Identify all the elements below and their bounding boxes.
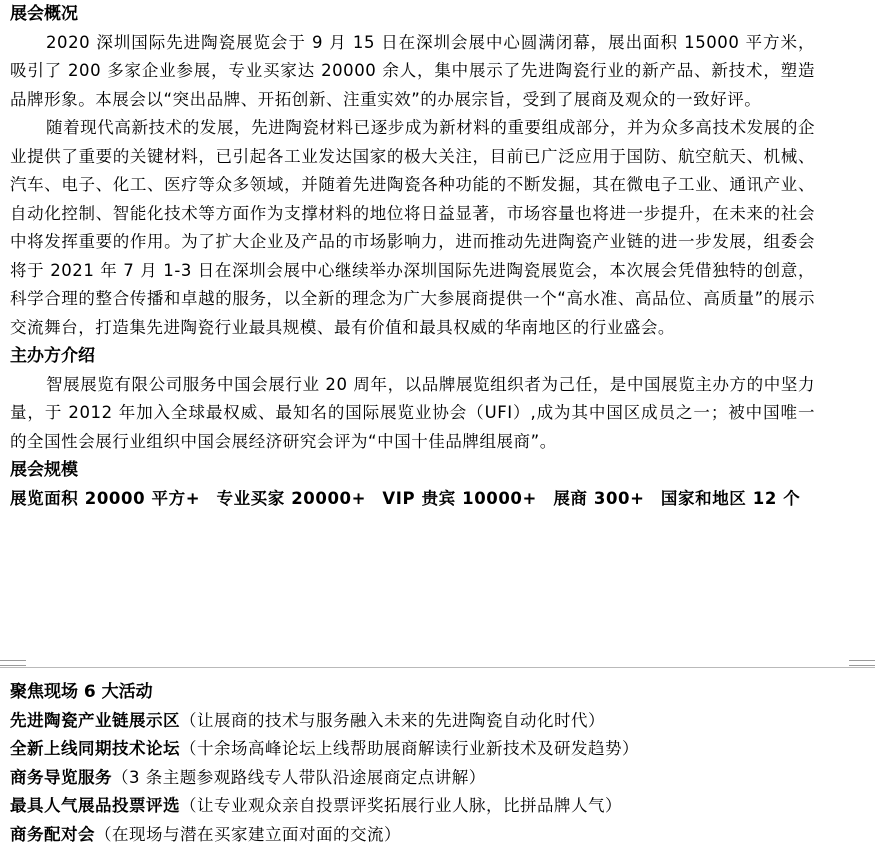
document-page [10, 0, 815, 513]
activity-name: 商务配对会 [10, 824, 95, 844]
activity-item [10, 707, 870, 736]
activity-desc: （十余场高峰论坛上线帮助展商解读行业新技术及研发趋势） [180, 739, 639, 758]
scale-item-area: 展览面积 20000 平方+ [10, 488, 201, 508]
activity-name: 最具人气展品投票评选 [10, 796, 180, 815]
activity-desc: （让展商的技术与服务融入未来的先进陶瓷自动化时代） [180, 710, 605, 730]
activity-desc: （让专业观众亲自投票评奖拓展行业人脉，比拼品牌人气） [180, 796, 622, 815]
activity-name: 全新上线同期技术论坛 [10, 739, 180, 758]
activity-desc: （在现场与潜在买家建立面对面的交流） [95, 824, 401, 844]
scale-item-vip: VIP 贵宾 10000+ [382, 488, 537, 508]
scale-item-countries: 国家和地区 12 个 [660, 488, 801, 508]
organizer-paragraph: 智展展览有限公司服务中国会展行业 20 周年，以品牌展览组织者为己任，是中国展览主办方的中坚力量，于 2012 年加入全球最权威、最知名的国际展览业协会（UFI）,成为其中国区成员之一；被中国唯一的全国性会展行业组织中国会展经济研究会评为“中国十佳品牌组展商”。 [10, 374, 815, 451]
scale-item-exhibitors: 展商 300+ [553, 488, 645, 508]
activity-item [10, 764, 870, 793]
activity-item [10, 792, 870, 821]
overview-paragraph-2: 随着现代高新技术的发展，先进陶瓷材料已逐步成为新材料的重要组成部分，并为众多高技术发展的企业提供了重要的关键材料，已引起各工业发达国家的极大关注，目前已广泛应用于国防、航空航天、机械、汽车、电子、化工、医疗等众多领域，并随着先进陶瓷各种功能的不断发掘，其在微电子工业、通讯产业、自动化控制、智能化技术等方面作为支撑材料的地位将日益显著，市场容量也将进一步提升，在未来的社会中将发挥重要的作用。为了扩大企业及产品的市场影响力，进而推动先进陶瓷产业链的进一步发展，组委会将于 2021 年 7 月 1-3 日在深圳会展中心继续举办深圳国际先进陶瓷展览会，本次展会凭借独特的创意，科学合理的整合传播和卓越的服务，以全新的理念为广大参展商提供一个“高水准、高品位、高质量”的展示交流舞台，打造集先进陶瓷行业最具规模、最有价值和最具权威的华南地区的行业盛会。 [10, 118, 815, 337]
page-break-marker-right [849, 660, 875, 674]
overview-paragraph-1: 2020 深圳国际先进陶瓷展览会于 9 月 15 日在深圳会展中心圆满闭幕，展出面积 15000 平方米，吸引了 200 多家企业参展，专业买家达 20000 余人，集中展示了先进陶瓷行业的新产品、新技术，塑造品牌形象。本展会以“突出品牌、开拓创新、注重实效”的办展宗旨，受到了展商及观众的一致好评。 [10, 32, 815, 109]
page-break-separator [0, 664, 875, 672]
scale-item-buyers: 专业买家 20000+ [216, 488, 367, 508]
organizer-heading: 主办方介绍 [10, 346, 95, 366]
activity-item [10, 821, 870, 850]
activity-item [10, 735, 870, 764]
activity-desc: （3 条主题参观路线专人带队沿途展商定点讲解） [112, 767, 486, 787]
scale-stats [10, 485, 815, 514]
overview-heading: 展会概况 [10, 4, 78, 24]
activity-name: 商务导览服务 [10, 767, 112, 787]
activities-heading: 聚焦现场 6 大活动 [10, 682, 153, 702]
page-break-marker-left [0, 660, 26, 674]
scale-heading: 展会规模 [10, 460, 78, 480]
activity-name: 先进陶瓷产业链展示区 [10, 710, 180, 730]
activities-section [10, 678, 870, 849]
